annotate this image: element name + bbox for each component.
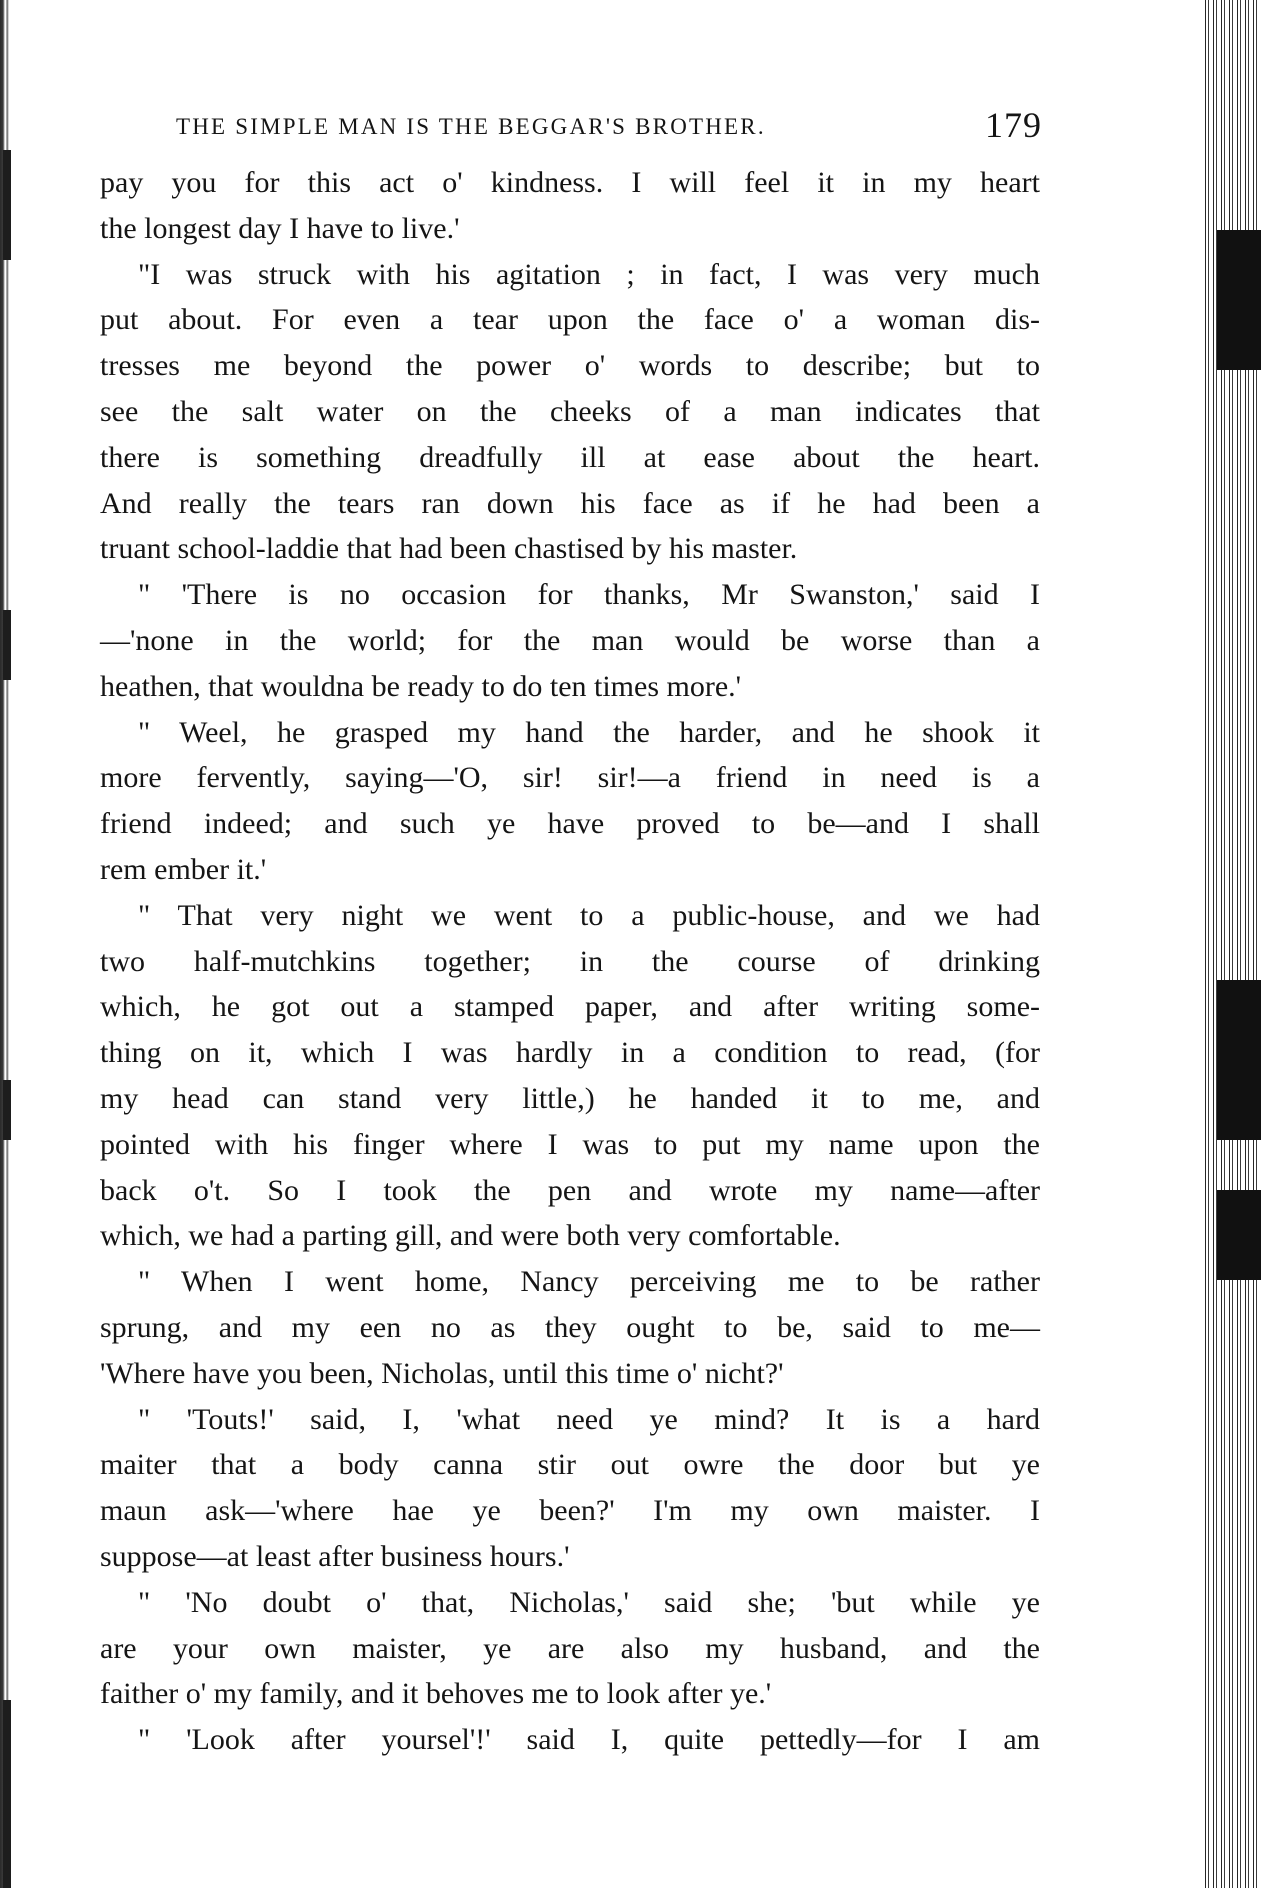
text-line: two half-mutchkins together; in the course of drinking: [100, 944, 1040, 978]
paragraph: [100, 252, 1040, 573]
text-line: suppose—at least after business hours.': [100, 1539, 570, 1573]
binding-edge: [0, 0, 14, 1888]
binding-shadow: [3, 610, 11, 680]
text-line: maiter that a body canna stir out owre the door but ye: [100, 1448, 1040, 1482]
paragraph: [100, 1580, 1040, 1717]
text-line: back o't. So I took the pen and wrote my name—after: [100, 1173, 1040, 1207]
page-stack-shadow: [1217, 1190, 1261, 1280]
text-line: are your own maister, ye are also my husband, and the: [100, 1631, 1040, 1665]
text-line: " That very night we went to a public-house, and we had: [138, 898, 1040, 932]
text-line: " 'Look after yoursel'!' said I, quite pettedly—for I am: [138, 1723, 1040, 1757]
text-line: 'Where have you been, Nicholas, until this time o' nicht?': [100, 1356, 784, 1390]
text-line: see the salt water on the cheeks of a man indicates that: [100, 394, 1040, 428]
body-text: [100, 160, 1040, 1763]
text-line: the longest day I have to live.': [100, 211, 460, 245]
paragraph: [100, 1717, 1040, 1763]
text-line: " 'There is no occasion for thanks, Mr Swanston,' said I: [138, 578, 1040, 612]
running-head: [100, 100, 1040, 160]
text-line: " 'No doubt o' that, Nicholas,' said she; 'but while ye: [138, 1585, 1040, 1619]
text-line: heathen, that wouldna be ready to do ten times more.': [100, 669, 742, 703]
paragraph: [100, 160, 1040, 252]
text-line: truant school-laddie that had been chastised by his master.: [100, 532, 798, 566]
text-line: which, he got out a stamped paper, and after writing some-: [100, 990, 1040, 1024]
binding-shadow: [3, 150, 11, 260]
text-line: " Weel, he grasped my hand the harder, and he shook it: [138, 715, 1040, 749]
text-line: my head can stand very little,) he handed it to me, and: [100, 1081, 1040, 1115]
text-line: put about. For even a tear upon the face o' a woman dis-: [100, 303, 1040, 337]
page-stack-shadow: [1217, 230, 1261, 370]
paragraph: [100, 1397, 1040, 1580]
book-page: [100, 100, 1040, 1763]
binding-shadow: [3, 1700, 11, 1888]
text-line: sprung, and my een no as they ought to be, said to me—: [100, 1310, 1040, 1344]
text-line: rem ember it.': [100, 852, 267, 886]
text-line: pointed with his finger where I was to put my name upon the: [100, 1127, 1040, 1161]
text-line: And really the tears ran down his face as if he had been a: [100, 486, 1040, 520]
text-line: friend indeed; and such ye have proved to be—and I shall: [100, 807, 1040, 841]
text-line: faither o' my family, and it behoves me to look after ye.': [100, 1677, 772, 1711]
text-line: thing on it, which I was hardly in a condition to read, (for: [100, 1036, 1040, 1070]
paragraph: [100, 572, 1040, 709]
text-line: " When I went home, Nancy perceiving me to be rather: [138, 1265, 1040, 1299]
text-line: there is something dreadfully ill at ease about the heart.: [100, 440, 1040, 474]
paragraph: [100, 1259, 1040, 1396]
text-line: tresses me beyond the power o' words to describe; but to: [100, 349, 1040, 383]
paragraph: [100, 893, 1040, 1259]
binding-shadow: [3, 1080, 11, 1140]
page-stack-edge: [1203, 0, 1261, 1888]
page-stack-shadow: [1217, 980, 1261, 1140]
page-number: 179: [985, 105, 1042, 145]
text-line: —'none in the world; for the man would be worse than a: [100, 623, 1040, 657]
paragraph: [100, 710, 1040, 893]
text-line: "I was struck with his agitation ; in fact, I was very much: [138, 257, 1040, 291]
text-line: pay you for this act o' kindness. I will feel it in my heart: [100, 166, 1040, 199]
text-line: more fervently, saying—'O, sir! sir!—a friend in need is a: [100, 761, 1040, 795]
text-line: " 'Touts!' said, I, 'what need ye mind? It is a hard: [138, 1402, 1040, 1436]
running-head-title: THE SIMPLE MAN IS THE BEGGAR'S BROTHER.: [176, 114, 766, 139]
text-line: which, we had a parting gill, and were both very comfortable.: [100, 1219, 841, 1253]
text-line: maun ask—'where hae ye been?' I'm my own maister. I: [100, 1494, 1040, 1528]
